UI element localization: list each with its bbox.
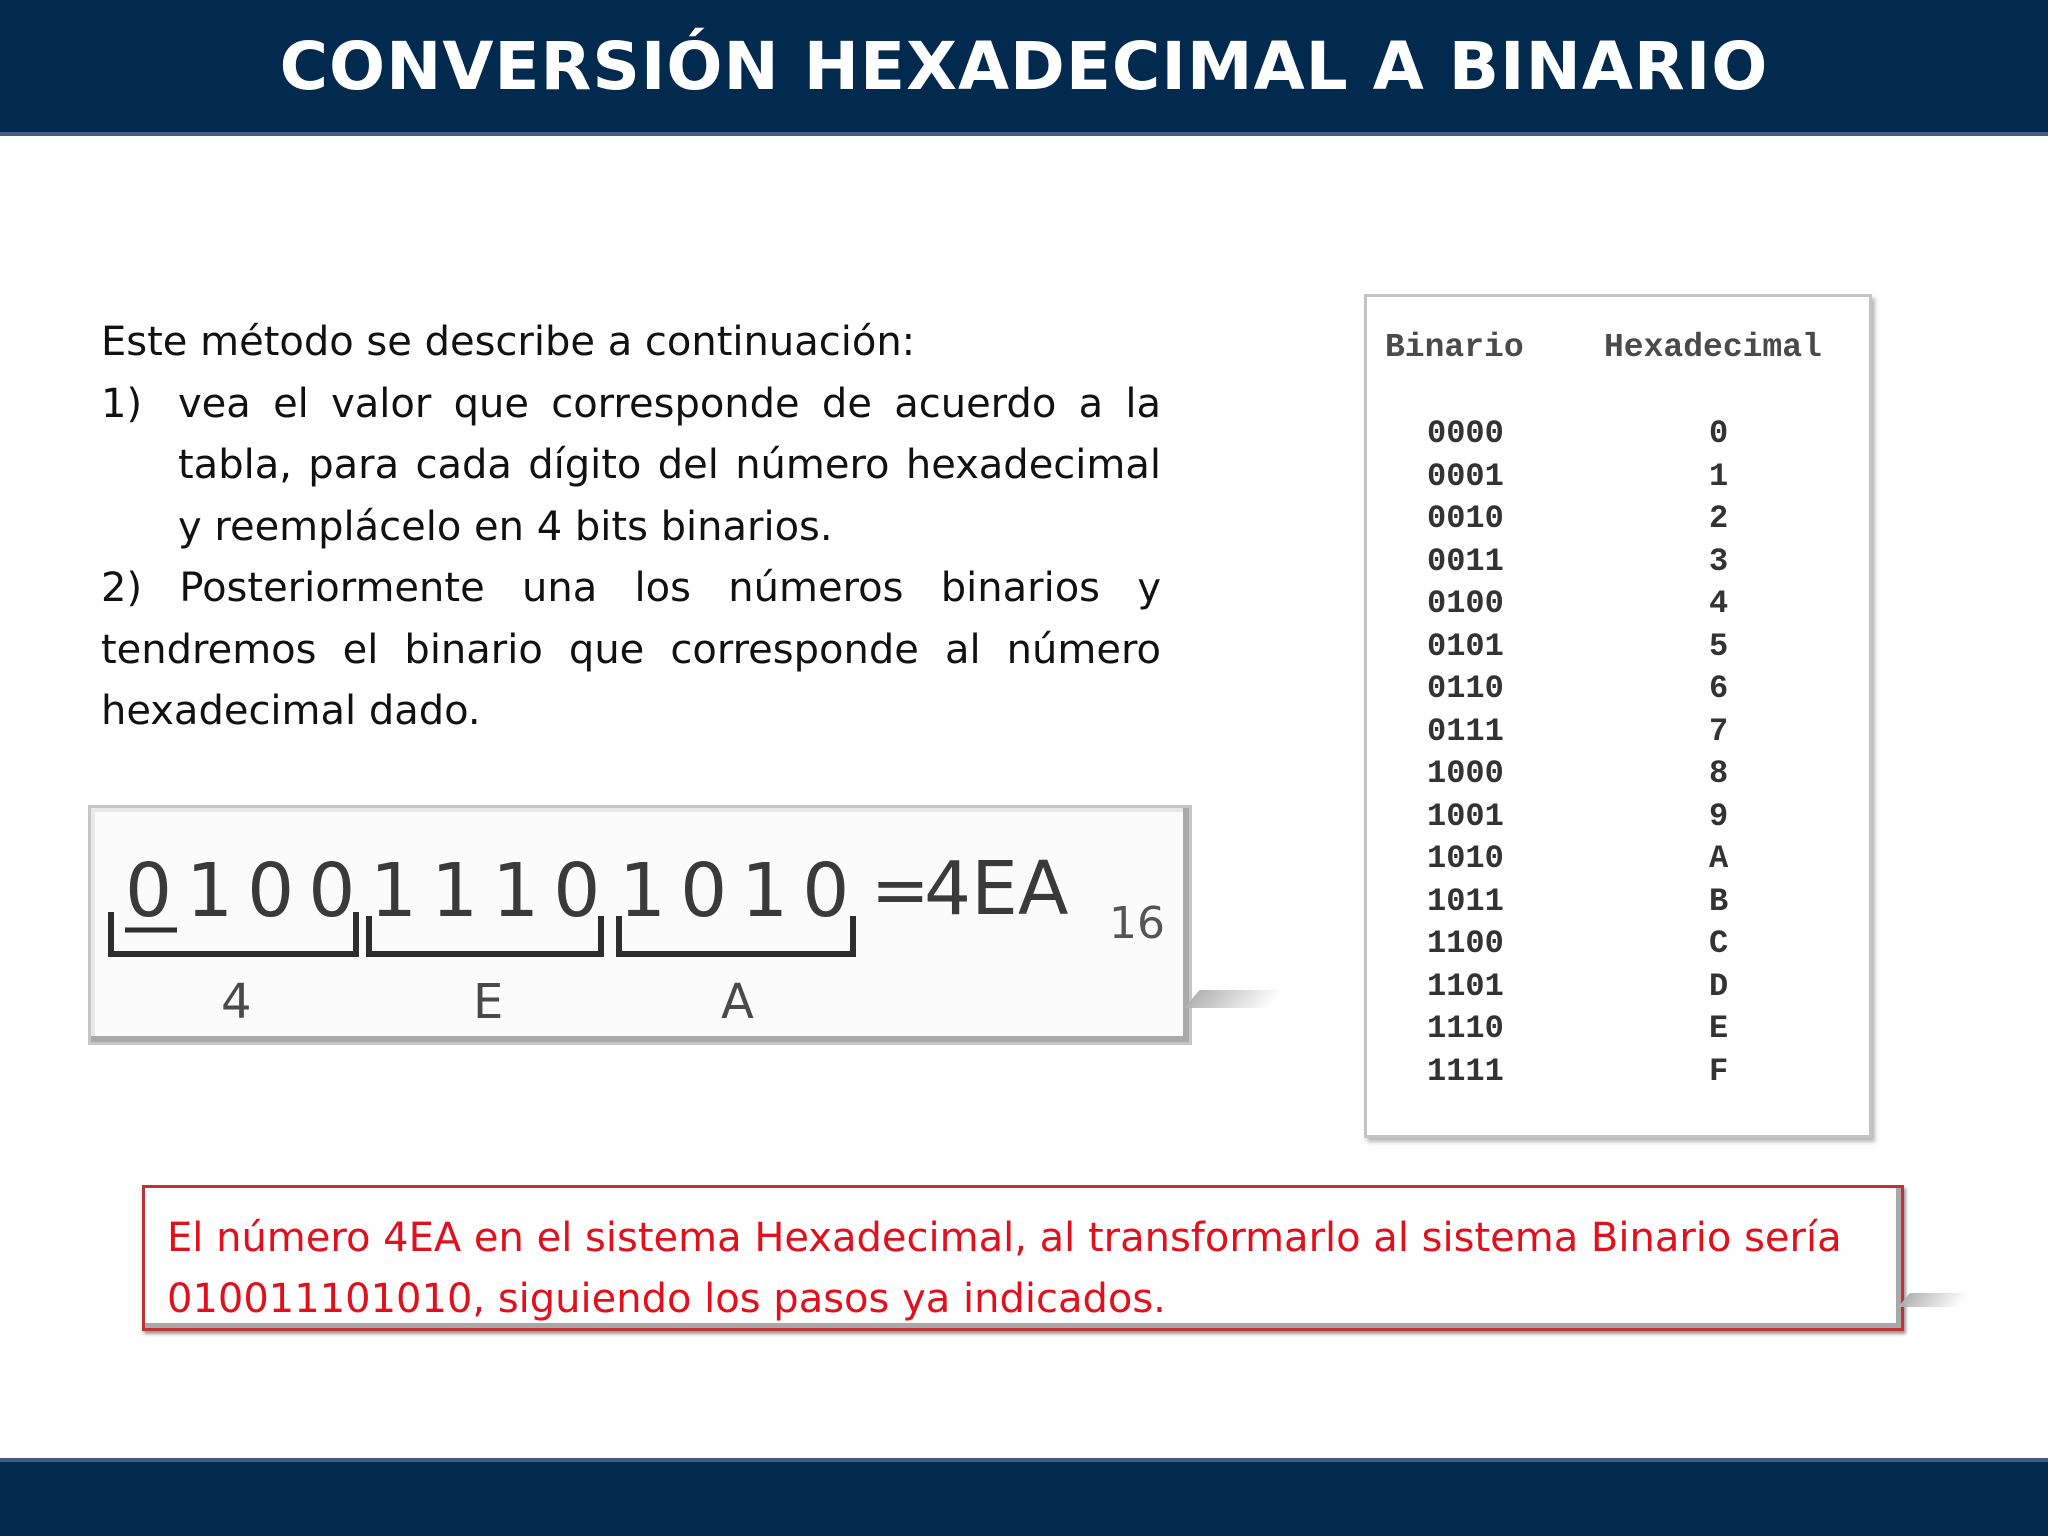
slide-title: CONVERSIÓN HEXADECIMAL A BINARIO [279,27,1769,105]
method-step-2: 2) Posteriormente una los números binarios y tendremos el binario que corresponde al número hexadecimal dado. [101,565,1161,734]
hex-cell: 9 [1709,797,1729,835]
conversion-example [88,805,1192,1045]
binary-cell: 1000 [1427,755,1504,792]
example-group-hex: 4 [221,974,252,1030]
table-row [1367,628,1869,671]
table-row [1367,500,1869,543]
table-header [1367,329,1869,369]
column-header-binary: Binario [1385,329,1524,366]
binary-cell: 1011 [1427,882,1504,920]
table-row [1367,968,1869,1011]
step-1-number: 1) [101,380,143,427]
conclusion-shadow [1898,1293,1970,1307]
example-equals-sign: = [871,849,930,931]
binary-cell: 0111 [1427,712,1504,750]
example-hex-result: 4EA [924,846,1069,932]
hex-cell: E [1709,1010,1729,1047]
table-row [1367,1053,1869,1096]
example-group-hex: E [473,974,504,1030]
binary-cell: 0001 [1427,457,1504,495]
table-row [1367,883,1869,926]
method-description [101,312,1161,743]
binary-cell: 1001 [1427,797,1504,835]
hex-cell: A [1709,840,1729,877]
hex-cell: 7 [1709,712,1729,750]
method-intro: Este método se describe a continuación: [101,319,916,365]
example-group-hex: A [721,974,754,1030]
table-row [1367,1010,1869,1053]
binary-cell: 0110 [1427,670,1504,707]
binary-cell: 1110 [1427,1010,1504,1047]
hex-cell: C [1709,925,1729,962]
conclusion-box [142,1185,1904,1331]
footer-bar [0,1458,2048,1536]
hex-cell: 1 [1709,457,1729,495]
table-row [1367,458,1869,501]
table-body [1367,415,1869,1095]
table-row [1367,543,1869,586]
example-shadow [1184,990,1284,1008]
column-header-hex: Hexadecimal [1604,329,1822,366]
table-row [1367,755,1869,798]
binary-cell: 1101 [1427,967,1504,1005]
table-row [1367,415,1869,458]
table-row [1367,713,1869,756]
hex-cell: 2 [1709,500,1729,537]
binary-cell: 0011 [1427,542,1504,580]
conversion-example-figure [91,808,1195,1048]
binary-cell: 1111 [1427,1052,1504,1090]
binary-cell: 1100 [1427,925,1504,962]
example-group-bits: 1110 [370,848,615,934]
hex-cell: 5 [1709,627,1729,665]
binary-cell: 1010 [1427,840,1504,877]
table-row [1367,798,1869,841]
hex-cell: D [1709,967,1729,1005]
table-row [1367,840,1869,883]
table-row [1367,585,1869,628]
hex-cell: B [1709,882,1729,920]
binary-cell: 0100 [1427,585,1504,622]
table-row [1367,925,1869,968]
step-1-text: vea el valor que corresponde de acuerdo a la tabla, para cada dígito del número hexadecimal y reemplácelo en 4 bits binarios. [178,380,1161,550]
table-row [1367,670,1869,713]
title-bar [0,0,2048,136]
example-base-subscript: 16 [1109,898,1165,949]
hex-cell: 0 [1709,415,1729,452]
example-group-bits: 1010 [619,848,864,934]
conversion-table [1364,294,1872,1138]
binary-cell: 0101 [1427,627,1504,665]
hex-cell: 3 [1709,542,1729,580]
binary-cell: 0000 [1427,415,1504,452]
hex-cell: 6 [1709,670,1729,707]
method-step-1 [101,374,1161,559]
binary-cell: 0010 [1427,500,1504,537]
hex-cell: F [1709,1052,1729,1090]
example-group-bits: 0100 [125,848,370,934]
hex-cell: 8 [1709,755,1729,792]
hex-cell: 4 [1709,585,1729,622]
conclusion-text: El número 4EA en el sistema Hexadecimal, al transformarlo al sistema Binario sería 010011101010, siguiendo los pasos ya indicados. [167,1215,1842,1322]
